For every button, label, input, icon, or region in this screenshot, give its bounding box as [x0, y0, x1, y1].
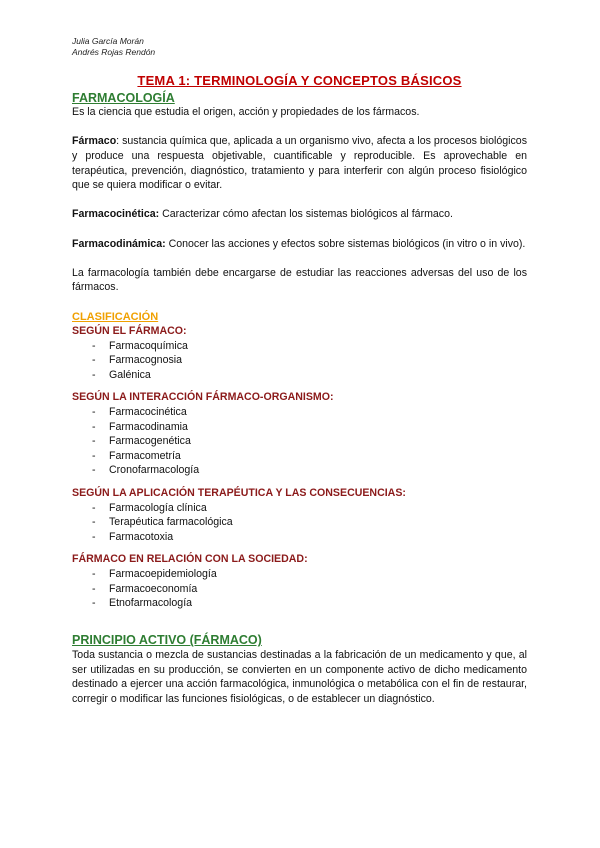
group-heading: SEGÚN EL FÁRMACO:	[72, 325, 187, 338]
list-item: - Farmacometría	[92, 449, 527, 464]
list-item: - Cronofarmacología	[92, 463, 527, 478]
principio-activo-definition: Toda sustancia o mezcla de sustancias destinadas a la fabricación de un medicamento y que, al ser utilizadas en su producción, se convierten en un componente activo de dicho medicamento destinado a ejercer una acción farmacológica, inmunológica o metabólica con el fin de restaurar, corregir o modificar las funciones fisiológicas, o de establecer un diagnóstico.	[72, 648, 527, 705]
section-heading-principio-activo: PRINCIPIO ACTIVO (FÁRMACO)	[72, 633, 262, 648]
section-heading-farmacologia: FARMACOLOGÍA	[72, 90, 175, 105]
farmaco-definition	[72, 134, 527, 192]
list-item: - Farmacodinamia	[92, 420, 527, 435]
classification-list	[72, 405, 527, 478]
list-item: - Farmacocinética	[92, 405, 527, 420]
farmacologia-definition: Es la ciencia que estudia el origen, acción y propiedades de los fármacos.	[72, 106, 420, 119]
group-heading: FÁRMACO EN RELACIÓN CON LA SOCIEDAD:	[72, 553, 308, 566]
farmacodinamica-definition	[72, 237, 527, 252]
classification-group	[72, 324, 527, 382]
group-heading: SEGÚN LA INTERACCIÓN FÁRMACO-ORGANISMO:	[72, 391, 334, 404]
author-name: Andrés Rojas Rendón	[72, 47, 156, 57]
farmacocinetica-text: Caracterizar cómo afectan los sistemas biológicos al fármaco.	[159, 208, 453, 221]
list-item: - Etnofarmacología	[92, 596, 527, 611]
document-body	[72, 74, 527, 706]
term-farmaco: Fármaco	[72, 135, 117, 148]
section-heading-clasificacion: CLASIFICACIÓN	[72, 310, 159, 323]
term-farmacocinetica: Farmacocinética:	[72, 208, 160, 221]
farmacocinetica-definition	[72, 207, 527, 222]
group-heading: SEGÚN LA APLICACIÓN TERAPÉUTICA Y LAS CONSECUENCIAS:	[72, 487, 406, 500]
author-name: Julia García Morán	[72, 36, 144, 46]
list-item: - Farmacología clínica	[92, 501, 527, 516]
list-item: - Farmacognosia	[92, 353, 527, 368]
list-item: - Farmacoquímica	[92, 339, 527, 354]
reacciones-adversas-paragraph: La farmacología también debe encargarse de estudiar las reacciones adversas del uso de los fármacos.	[72, 266, 527, 294]
classification-group	[72, 486, 527, 544]
classification-group	[72, 552, 527, 610]
list-item: - Farmacogenética	[92, 434, 527, 449]
list-item: - Farmacotoxia	[92, 530, 527, 545]
list-item: - Galénica	[92, 368, 527, 383]
classification-list	[72, 339, 527, 383]
classification-list	[72, 501, 527, 545]
classification-group	[72, 390, 527, 478]
farmaco-text: : sustancia química que, aplicada a un organismo vivo, afecta a los procesos biológicos y produce una respuesta objetivable, cuantificable y reproducible. Es aprovechable en terapéutica, prevención, diagnóstico, tratamiento y para interferir con algún proceso fisiológico que se quiera modificar o evitar.	[72, 135, 527, 192]
list-item: - Farmacoeconomía	[92, 582, 527, 597]
list-item: - Farmacoepidemiología	[92, 567, 527, 582]
farmacodinamica-text: Conocer las acciones y efectos sobre sistemas biológicos (in vitro o in vivo).	[165, 237, 526, 250]
term-farmacodinamica: Farmacodinámica:	[72, 237, 166, 250]
list-item: - Terapéutica farmacológica	[92, 515, 527, 530]
classification-list	[72, 567, 527, 611]
authors-header	[72, 36, 155, 58]
page-title: TEMA 1: TERMINOLOGÍA Y CONCEPTOS BÁSICOS	[137, 73, 462, 88]
